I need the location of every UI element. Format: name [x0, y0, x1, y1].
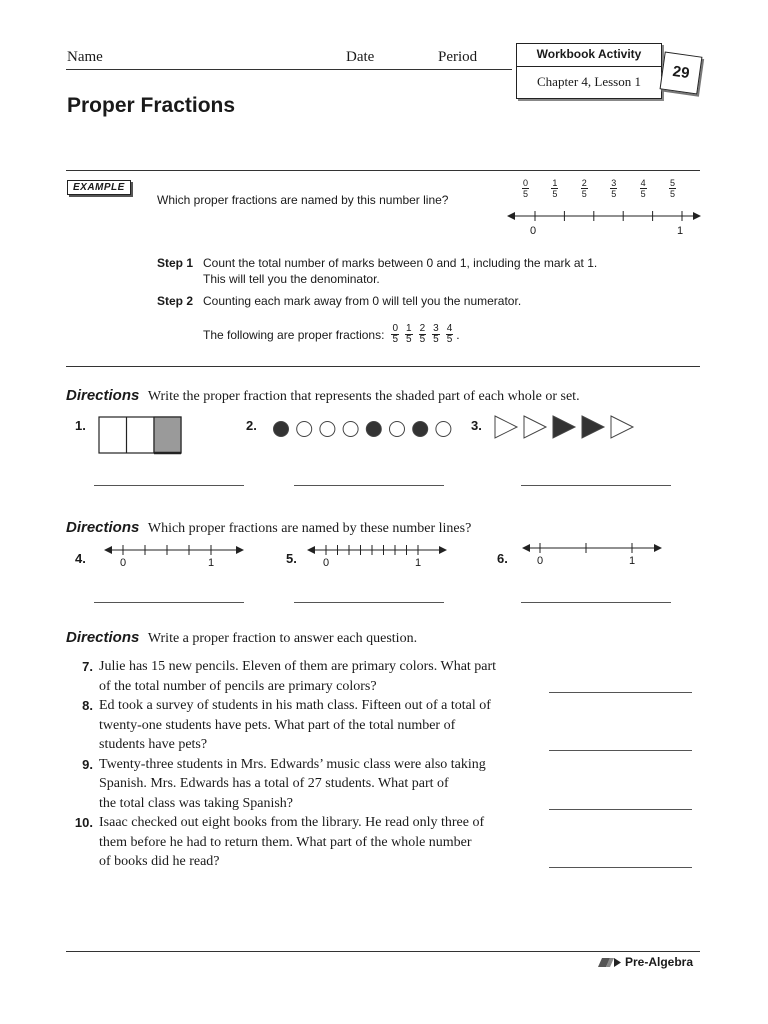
q2-empty-circle	[390, 422, 405, 437]
q3-empty-triangle	[524, 416, 546, 438]
word-problem-line: twenty-one students have pets. What part of the total number of	[99, 717, 456, 733]
example-line-fraction-5	[669, 178, 676, 199]
q3-empty-triangle	[495, 416, 517, 438]
answer-line-5[interactable]	[294, 602, 444, 603]
directions-2	[66, 519, 471, 537]
right-arrow-icon	[236, 546, 244, 554]
example-line-fraction-3-denominator: 5	[611, 189, 617, 199]
directions-3	[66, 629, 417, 647]
q2-circle-set	[270, 418, 460, 440]
book-logo-icon	[596, 955, 622, 969]
word-problem-text	[99, 657, 496, 696]
directions-2-label: Directions	[66, 519, 140, 536]
answer-line-6[interactable]	[521, 602, 671, 603]
q2-filled-circle	[413, 422, 428, 437]
example-fraction-labels	[522, 178, 692, 204]
word-problem-line: them before he had to return them. What part of the whole number	[99, 834, 472, 850]
example-top-rule	[66, 170, 700, 171]
result-fraction-1	[405, 324, 413, 345]
result-fraction-3	[432, 324, 440, 345]
example-line-fraction-1-denominator: 5	[552, 189, 558, 199]
workbook-divider	[517, 66, 661, 67]
example-line-fraction-4-denominator: 5	[640, 189, 646, 199]
left-arrow-icon	[522, 544, 530, 552]
answer-line-2[interactable]	[294, 485, 444, 486]
example-question: Which proper fractions are named by this number line?	[157, 193, 449, 207]
q6-number: 6.	[497, 551, 508, 566]
result-fraction-3-numerator: 3	[433, 323, 439, 334]
q3-filled-triangle	[582, 416, 604, 438]
answer-line-4[interactable]	[94, 602, 244, 603]
example-line-fraction-5-numerator: 5	[670, 178, 676, 188]
right-arrow-icon	[439, 546, 447, 554]
q1-number: 1.	[75, 418, 86, 433]
word-problem-number: 9.	[82, 756, 93, 772]
word-problem-line: Julie has 15 new pencils. Eleven of them are primary colors. What part	[99, 659, 497, 674]
q3-filled-triangle	[553, 416, 575, 438]
directions-3-text: Write a proper fraction to answer each question.	[147, 631, 418, 646]
word-problem-text	[99, 755, 486, 814]
q6-one-label: 1	[629, 555, 636, 567]
q5-number: 5.	[286, 551, 297, 566]
q1-rectangle	[98, 416, 184, 456]
result-fraction-1-denominator: 5	[406, 334, 412, 345]
q6-zero-label: 0	[537, 555, 544, 567]
right-arrow-icon	[654, 544, 662, 552]
answer-line-3[interactable]	[521, 485, 671, 486]
step1-text: Count the total number of marks between 0 and 1, including the mark at 1.	[203, 256, 598, 270]
result-text: The following are proper fractions:	[203, 327, 385, 342]
word-problem-line: Isaac checked out eight books from the library. He read only three of	[99, 815, 485, 830]
example-bottom-rule	[66, 366, 700, 367]
word-problem-line: the total class was taking Spanish?	[99, 795, 294, 811]
answer-line-9[interactable]	[549, 809, 692, 810]
result-fractions	[388, 324, 456, 345]
result-fraction-0-denominator: 5	[392, 334, 398, 345]
right-arrow-icon	[693, 212, 701, 220]
example-line-fraction-0-denominator: 5	[523, 189, 529, 199]
result-fraction-4-numerator: 4	[446, 323, 453, 334]
word-problem-number: 10.	[74, 815, 93, 830]
word-problem-number: 8.	[82, 698, 93, 713]
directions-1-label: Directions	[66, 387, 140, 404]
date-label: Date	[346, 49, 375, 65]
q2-filled-circle	[366, 422, 381, 437]
directions-1	[66, 387, 580, 405]
word-problems	[66, 657, 536, 872]
example-one-label: 1	[677, 225, 684, 237]
q4-zero-label: 0	[120, 557, 127, 569]
step2-text: Counting each mark away from 0 will tell you the numerator.	[203, 294, 522, 308]
example-line-fraction-2-denominator: 5	[581, 189, 587, 199]
word-problem-number: 7.	[82, 659, 93, 674]
page-title: Proper Fractions	[67, 94, 236, 117]
q3-triangle-set	[492, 413, 652, 443]
word-problem-text	[99, 813, 484, 872]
example-line-fraction-2-numerator: 2	[581, 178, 587, 188]
q3-number: 3.	[471, 418, 482, 433]
word-problem-7	[66, 657, 536, 696]
example-line-fraction-3-numerator: 3	[611, 178, 617, 188]
activity-number: 29	[671, 62, 691, 83]
example-line-fraction-4	[640, 178, 647, 199]
answer-line-10[interactable]	[549, 867, 692, 868]
result-fraction-4	[446, 324, 454, 345]
result-fraction-2	[419, 324, 427, 345]
answer-line-8[interactable]	[549, 750, 692, 751]
q2-empty-circle	[297, 422, 312, 437]
result-fraction-0	[391, 324, 399, 345]
word-problem-line: of books did he read?	[99, 854, 220, 869]
word-problem-8	[66, 696, 536, 755]
result-fraction-1-numerator: 1	[406, 323, 412, 334]
footer-book-title: Pre-Algebra	[625, 955, 694, 969]
word-problem-line: Spanish. Mrs. Edwards has a total of 27 students. What part of	[99, 776, 449, 791]
q3-empty-triangle	[611, 416, 633, 438]
header-underline	[66, 69, 512, 70]
example-line-fraction-4-numerator: 4	[640, 178, 646, 188]
q5-zero-label: 0	[323, 557, 330, 569]
footer	[596, 955, 693, 969]
period-label: Period	[438, 49, 478, 65]
answer-line-7[interactable]	[549, 692, 692, 693]
q2-empty-circle	[436, 422, 451, 437]
q4-one-label: 1	[208, 557, 215, 569]
left-arrow-icon	[104, 546, 112, 554]
example-zero-label: 0	[530, 225, 537, 237]
word-problem-line: Twenty-three students in Mrs. Edwards’ music class were also taking	[99, 756, 486, 772]
step2-label: Step 2	[157, 294, 194, 308]
result-end: .	[456, 327, 460, 342]
left-arrow-icon	[307, 546, 315, 554]
name-label: Name	[67, 49, 103, 65]
activity-number-tab	[660, 52, 703, 95]
example-line-fraction-3	[610, 178, 617, 199]
directions-3-label: Directions	[66, 629, 140, 646]
workbook-activity-label: Workbook Activity	[536, 47, 642, 61]
footer-rule	[66, 951, 700, 952]
word-problem-line: of the total number of pencils are primary colors?	[99, 678, 377, 694]
workbook-box	[516, 43, 662, 99]
example-line-fraction-0	[522, 178, 529, 199]
result-fraction-0-numerator: 0	[392, 323, 398, 334]
q2-filled-circle	[274, 422, 289, 437]
word-problem-line: students have pets?	[99, 737, 208, 752]
result-fraction-2-denominator: 5	[419, 334, 426, 345]
example-line-fraction-1-numerator: 1	[552, 178, 558, 188]
result-fraction-4-denominator: 5	[446, 334, 453, 345]
example-line-fraction-2	[581, 178, 588, 199]
result-fraction-3-denominator: 5	[433, 334, 439, 345]
word-problem-10	[66, 813, 536, 872]
q5-one-label: 1	[415, 557, 422, 569]
example-badge: EXAMPLE	[67, 180, 131, 195]
q2-number: 2.	[246, 418, 257, 433]
q4-number: 4.	[75, 551, 86, 566]
example-line-fraction-0-numerator: 0	[523, 178, 529, 188]
q2-empty-circle	[343, 422, 358, 437]
q1-shaded-part	[154, 417, 181, 453]
example-line-fraction-5-denominator: 5	[670, 189, 676, 199]
example-line-fraction-1	[551, 178, 558, 199]
directions-2-text: Which proper fractions are named by these number lines?	[147, 521, 472, 536]
directions-1-text: Write the proper fraction that represents the shaded part of each whole or set.	[147, 389, 580, 404]
result-row	[203, 324, 460, 345]
step1-label: Step 1	[157, 256, 194, 270]
step1-text-2: This will tell you the denominator.	[203, 272, 380, 286]
word-problem-text	[99, 696, 491, 755]
chapter-label: Chapter 4, Lesson 1	[537, 74, 641, 89]
left-arrow-icon	[507, 212, 515, 220]
q2-empty-circle	[320, 422, 335, 437]
word-problem-9	[66, 755, 536, 814]
answer-line-1[interactable]	[94, 485, 244, 486]
result-fraction-2-numerator: 2	[419, 323, 426, 334]
word-problem-line: Ed took a survey of students in his math class. Fifteen out of a total of	[99, 698, 491, 713]
